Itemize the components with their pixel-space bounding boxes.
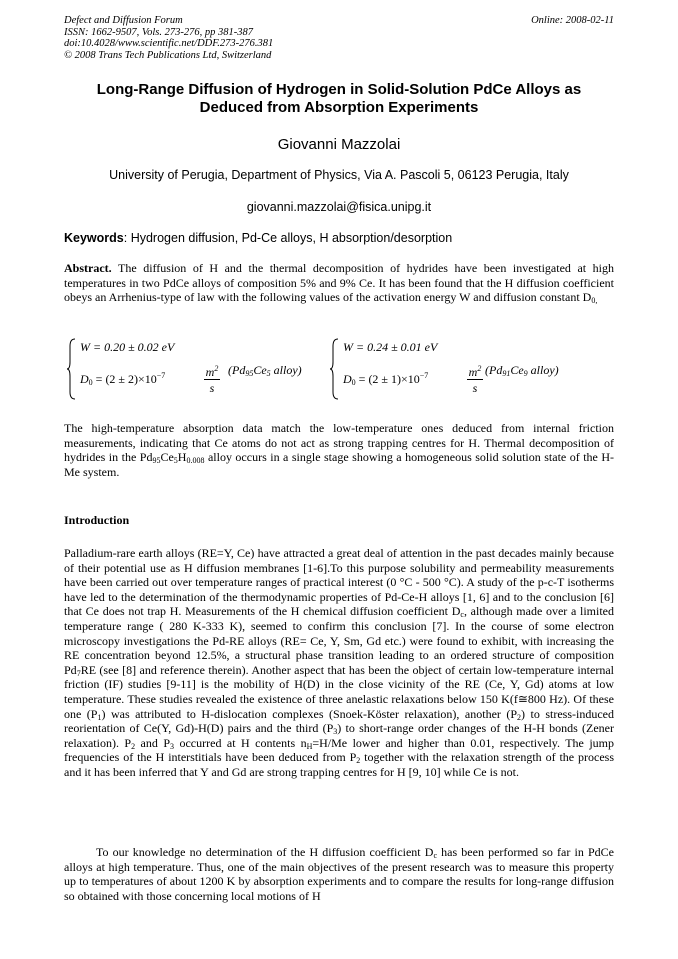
journal-issn: ISSN: 1662-9507, Vols. 273-276, pp 381-387 xyxy=(64,26,253,38)
diffusion-constant-line: $D_0 = (2 \pm 1)\times 10^{-7}$ xyxy=(343,371,429,387)
abstract-text: The diffusion of H and the thermal decomposition of hydrides have been investigated at high temperatures in two PdCe alloys of composition 5% and 9% Ce. It has been found that the H diffusion coefficient obeys an Arrhenius-type of law with the following values of the activation energy W and diffusion constant D xyxy=(64,261,614,305)
keywords-label: Keywords xyxy=(64,231,124,245)
unit-fraction: $\frac{m^2}{s}$ xyxy=(205,364,219,395)
brace-icon xyxy=(66,338,76,400)
introduction-paragraph-1: Palladium-rare earth alloys (RE=Y, Ce) have attracted a great deal of attention in the past decades mainly because of their potential use as H diffusion membranes [1-6].To this purpose solubility and permeability measurements have been carried out over temperature ranges of practical interest (0 °C - 500 °C). A study of the p-c-T isotherms have led to the determination of the thermodynamic properties of Pd-Ce-H alloys [1, 6] and to the conclusion [6] that Ce does not trap H. Measurements of the H chemical diffusion coefficient $D_c$, although made over a limited temperature range ( 280 K-333 K), seemed to confirm this conclusion [7]. In the course of some electron microscopy investigations the Pd-RE alloys (RE= Ce, Y, Sm, Gd etc.) were found to exhibit, with increasing the RE concentration beyond 12.5%, a structural phase transition leading to an ordered structure of composition $Pd_7RE$ (see [8] and reference therein). Another aspect that has been the object of certain low-temperature internal friction (IF) studies [9-11] is the mobility of H(D) in the close vicinity of the RE (Ce, Y, Gd) atoms at low temperature. These studies revealed the existence of three anelastic relaxations below 150 K(f≅800 Hz). Of these one $(P_1)$ was attributed to H-dislocation complexes (Snoek-Köster relaxation), another $(P_2)$ to stress-induced reorientation of Ce(Y, Gd)-H(D) pairs and the third $(P_3)$ to short-range order changes of the H-H bonds (Zener relaxation). $P_2$ and $P_3$ occurred at H contents $n_H=H/Me$ lower and higher than 0.01, respectively. The jump frequencies of the H interstitials have been deduced from $P_2$ together with the relaxation strength of the process and it has been inferred that Y and Gd are strong trapping centres for H [9, 10] while Ce is not. xyxy=(64,546,615,779)
author-email[interactable]: giovanni.mazzolai@fisica.unipg.it xyxy=(246,200,432,214)
introduction-paragraph-2: To our knowledge no determination of the H diffusion coefficient $D_c$ has been performed so far in PdCe alloys at high temperature. Thus, one of the main objectives of the present research was to measure this property up to temperatures of about 1200 K by absorption experiments and to compare the results for long-range diffusion so obtained with those concerning local motions of H xyxy=(64,845,615,903)
journal-copyright: © 2008 Trans Tech Publications Ltd, Switzerland xyxy=(64,49,272,61)
journal-name: Defect and Diffusion Forum xyxy=(64,15,183,26)
brace-icon xyxy=(329,338,339,400)
affiliation: University of Perugia, Department of Physics, Via A. Pascoli 5, 06123 Perugia, Italy xyxy=(109,168,569,182)
diffusion-constant-line: $D_0 = (2 \pm 2)\times 10^{-7}$ xyxy=(80,371,166,387)
activation-energy-line: W = 0.20 ± 0.02 eV xyxy=(80,340,175,354)
journal-header xyxy=(64,15,273,61)
alloy-label: ($Pd_{91}Ce_9$ alloy) xyxy=(485,363,559,378)
title-line-2: Deduced from Absorption Experiments xyxy=(199,99,479,116)
abstract-subscript: 0, xyxy=(591,296,598,306)
title-line-1: Long-Range Diffusion of Hydrogen in Solid-Solution PdCe Alloys as xyxy=(96,81,582,98)
unit-fraction: $\frac{m^2}{s}$ xyxy=(468,364,482,395)
abstract-label: Abstract. xyxy=(64,261,112,275)
keywords-text: : Hydrogen diffusion, Pd-Ce alloys, H absorption/desorption xyxy=(123,231,453,245)
journal-doi: doi:10.4028/www.scientific.net/DDF.273-276.381 xyxy=(64,38,274,49)
abstract-continuation: The high-temperature absorption data match the low-temperature ones deduced from internal friction measurements, indicating that Ce atoms do not act as strong trapping centres for H. Thermal decomposition of hydrides in the $Pd_{95}Ce_5H_{0.008}$ alloy occurs in a single stage showing a homogeneous solid solution state of the H-Me system. xyxy=(64,421,614,479)
alloy-label: ($Pd_{95}Ce_5$ alloy) xyxy=(228,363,302,378)
paper-title xyxy=(64,81,614,117)
author-name: Giovanni Mazzolai xyxy=(277,136,401,153)
keywords xyxy=(64,231,614,245)
abstract xyxy=(64,261,614,305)
section-heading-introduction: Introduction xyxy=(64,513,130,527)
online-date: Online: 2008-02-11 xyxy=(531,15,614,26)
activation-energy-line: W = 0.24 ± 0.01 eV xyxy=(343,340,438,354)
